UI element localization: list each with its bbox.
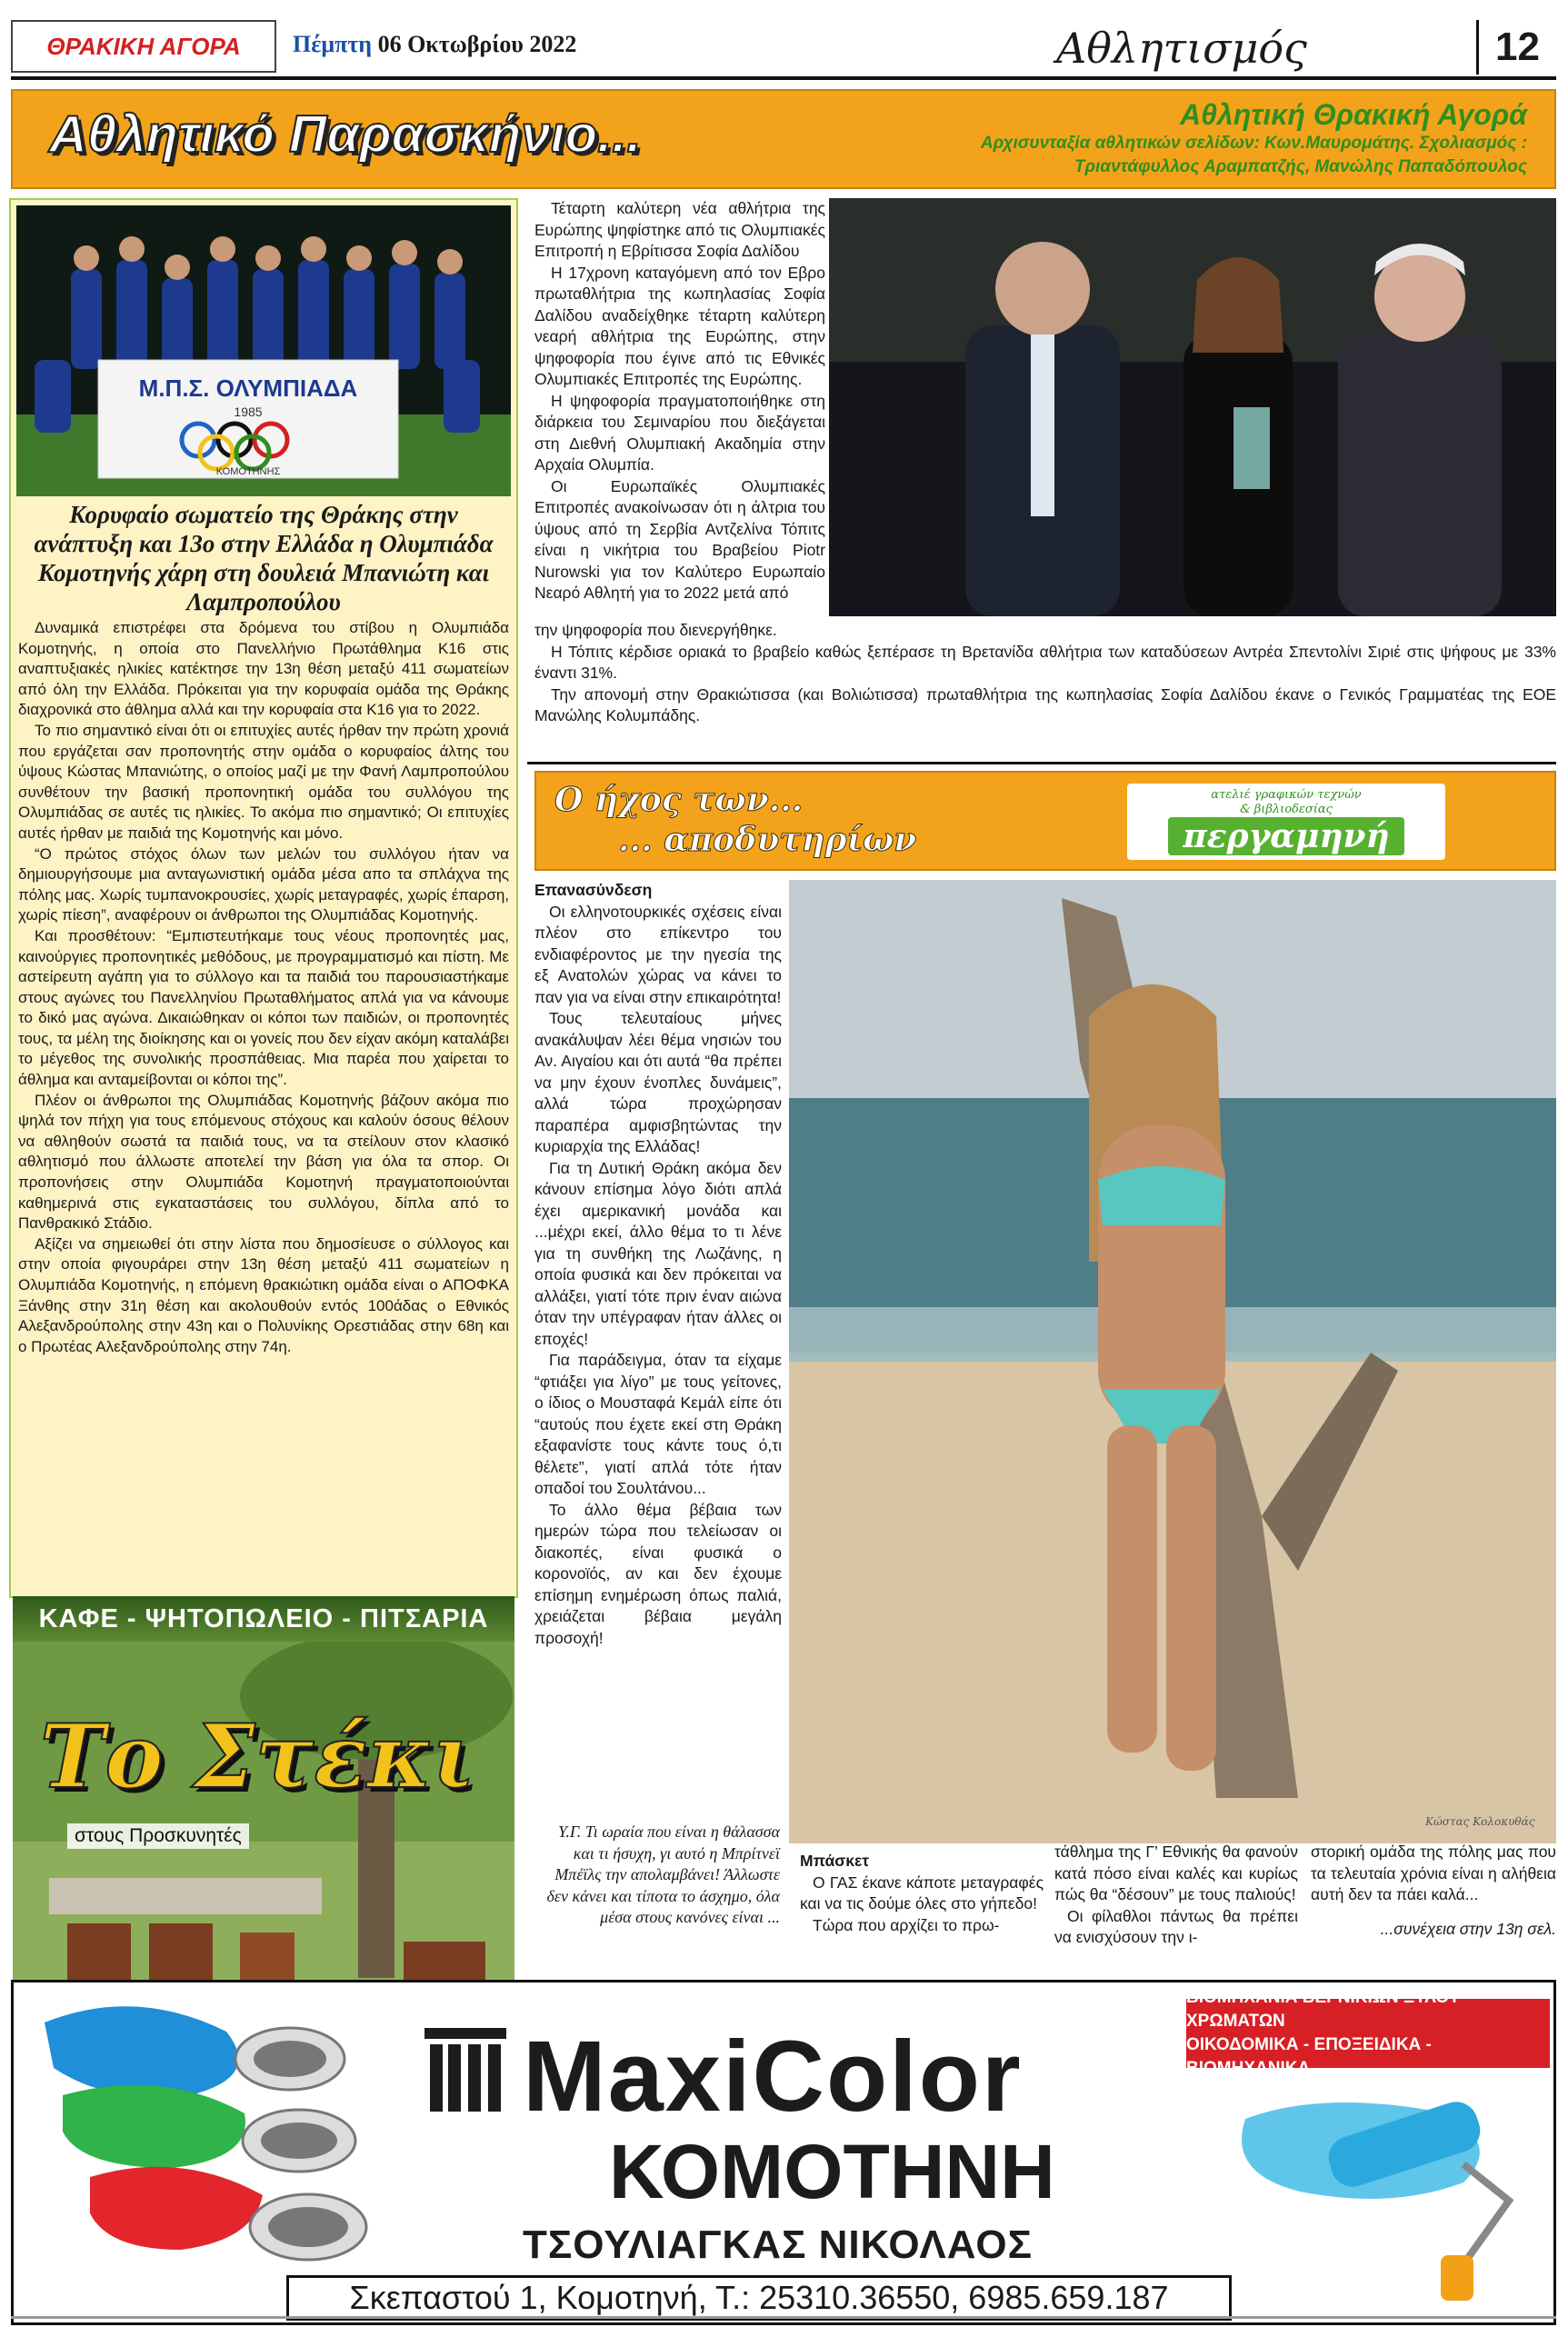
- banner-subtitle: Αθλητική Θρακική Αγορά: [1179, 98, 1527, 131]
- newspaper-logo[interactable]: [11, 20, 276, 73]
- team-photo-illustration: [16, 205, 511, 496]
- section-divider: [527, 762, 1556, 764]
- sponsor-tagline: [1211, 788, 1361, 817]
- award-paragraph: Την απονομή στην Θρακιώτισσα (και Βολιώτισσα) πρωταθλήτρια της κωπηλασίας Σοφία Δαλίδου έκανε ο Γενικός Γραμματέας της ΕΟΕ Μανώλης Κολυμπάδης.: [534, 684, 1556, 724]
- basket-paragraph: Οι φίλαθλοι πάντως θα πρέπει να ενισχύσουν την ι-: [1054, 1906, 1298, 1946]
- maxicolor-categories: [1186, 1988, 1550, 2078]
- gossip-banner: [534, 771, 1556, 871]
- cafe-ad-name: Το Στέκι: [40, 1705, 475, 1808]
- team-banner-text: Μ.Π.Σ. ΟΛΥΜΠΙΑΔΑ: [138, 375, 358, 402]
- banner-credits: [981, 132, 1527, 179]
- lead-paragraph: Αξίζει να σημειωθεί ότι στην λίστα που δημοσίευσε ο σύλλογος και στην οποία φιγουράρει στην 13η θέση μεταξύ 411 σωματείων η Ολυμπιάδα Κομοτηνής, η επόμενη θρακιώτικη ομάδα είναι ο ΑΠΟΦΚΑ Ξάνθης στην 31η θέση και ακολουθούν εντός 100άδας ο Εθνικός Αλεξανδρούπολης στην 43η και ο Πολυνίκης Ορεστιάδας στην 68η και ο Πρωτέας Αλεξανδρούπολης στην 74η.: [18, 1234, 509, 1355]
- lead-headline: Κορυφαίο σωματείο της Θράκης στην ανάπτυξη και 13ο στην Ελλάδα η Ολυμπιάδα Κομοτηνής χάρη στη δουλειά Μπανιώτη και Λαμπροπούλου: [34, 501, 494, 615]
- issue-day: Πέμπτη: [293, 31, 373, 57]
- award-ceremony-photo[interactable]: [829, 198, 1556, 616]
- gossip-paragraph: Το άλλο θέμα βέβαια των ημερών τώρα που τελείωσαν οι διακοπές, είναι φυσικά ο κορονοϊός, αν και δεν έχουμε επίσημη ενημέρωση όπως παλιά, χρειάζεται βέβαια μεγάλη προσοχή!: [534, 1500, 782, 1647]
- basket-column-2: [1054, 1842, 1298, 1949]
- lead-paragraph: Το πιο σημαντικό είναι ότι οι επιτυχίες αυτές ήρθαν την πρώτη χρονιά που εργάζεται σαν προπονητής στην ομάδα ο κορυφαίος άλτης του ύψους Κώστας Μπανιώτης, ο οποίος μαζί με την Φανή Λαμπροπούλου συνθέτουν την βασική προπονητική ομάδα του συλλόγου της Ολυμπιάδας σε αυτές τις ηλικίες. Το ακόμα πιο σημαντικό; Οι επιτυχίες αυτές ήρθαν με παιδιά της Κομοτηνής και μόνο.: [18, 721, 509, 842]
- basket-paragraph: Ο ΓΑΣ έκανε κάποτε μεταγραφές και να τις δούμε όλες στο γήπεδο!: [800, 1873, 1044, 1913]
- lead-paragraph: Και προσθέτουν: “Εμπιστευτήκαμε τους νέους προπονητές μας, καινούργιες προπονητικές μεθόδους, με προγραμματισμό και πίστη. Με αστείρευτη αγάπη για το σύλλογο και τα παιδιά του παρουσιαστήκαμε στους αγώνες του Πανελληνίου Πρωταθλήματος απλά για να κάνουμε το δικό μας αγώνα. Δικαιώθηκαν οι κόποι των παιδιών, οι προπονητές τους, τα μέλη της διοίκησης και οι γονείς που δεν είχαν ακόμη καταλάβει το μέγεθος της συνολικής προσπάθειας. Μια παρέα που χαίρεται το άθλημα και ανταμείβονται οι κόποι της”.: [18, 926, 509, 1089]
- gossip-paragraph: Οι ελληνοτουρκικές σχέσεις είναι πλέον στο επίκεντρο του ενδιαφέροντος με την ηγεσία της εξ Ανατολών χώρας να κάνει το παν για να είναι στην επικαιρότητα!: [534, 902, 782, 1006]
- credits-line-1: Αρχισυνταξία αθλητικών σελίδων: Κων.Μαυρομάτης. Σχολιασμός :: [980, 134, 1527, 153]
- award-paragraph: Η 17χρονη καταγόμενη από τον Εβρο πρωταθλήτρια της κωπηλασίας Σοφία Δαλίδου αναδείχθηκε τέταρτη καλύτερη νεαρή αθλήτρια της Ευρώπης, στην ψηφοφορία που έγινε από τις Εθνικές Ολυμπιακές Επιτροπές της Ευρώπης.: [534, 263, 825, 388]
- maxicolor-categories-line-2: ΟΙΚΟΔΟΜΙΚΑ - ΕΠΟΞΕΙΔΙΚΑ - ΒΙΟΜΗΧΑΝΙΚΑ: [1186, 2035, 1432, 2078]
- award-article-wide: [534, 620, 1556, 727]
- award-continuation: την ψηφοφορία που διενεργήθηκε.: [534, 621, 777, 639]
- beach-photo-illustration: [789, 880, 1556, 1843]
- cafe-ad-tagline: στους Προσκυνητές: [67, 1823, 249, 1849]
- gossip-title-line-1: Ο ήχος των...: [554, 781, 804, 819]
- lead-article-body: [18, 618, 509, 1357]
- gossip-title: [554, 780, 916, 860]
- award-photo-illustration: [829, 198, 1556, 616]
- page-number: 12: [1476, 20, 1556, 75]
- section-title: Αθλητισμός: [1056, 24, 1307, 73]
- header-divider: [11, 76, 1556, 80]
- maxicolor-columns-logo-icon: [424, 2028, 506, 2119]
- photo-credit: Κώστας Κολοκυθάς: [1425, 1815, 1535, 1828]
- award-paragraph: Οι Ευρωπαϊκές Ολυμπιακές Επιτροπές ανακοίνωσαν ότι η άλτρια του ύψους από τη Σερβία Αντζελίνα Τόπιτς είναι η νικήτρια του Βραβείου Piotr Nurowski για τον Καλύτερο Ευρωπαίο Νεαρό Αθλητή για το 2022 μετά από: [534, 476, 825, 602]
- maxicolor-city: ΚΟΜΟΤΗΝΗ: [609, 2129, 1055, 2214]
- award-paragraph: Τέταρτη καλύτερη νέα αθλήτρια της Ευρώπης ψηφίστηκε από τις Ολυμπιακές Επιτροπή η Εβρίτισσα Σοφία Δαλίδου: [534, 199, 825, 260]
- sponsor-logo[interactable]: [1127, 784, 1445, 860]
- gossip-paragraph: Τους τελευταίους μήνες ανακάλυψαν λέει θέμα νησιών του Αν. Αιγαίου και ότι αυτά “θα πρέπει να μην έχουν ένοπλες δυνάμεις”, αλλά τώρα προχώρησαν παραπέρα αμφισβητώντας την κυριαρχία της Ελλάδας!: [534, 1009, 782, 1155]
- lead-paragraph: “Ο πρώτος στόχος όλων των μελών του συλλόγου ήταν να δημιουργήσουμε μια ανταγωνιστική ομάδα μέσα απο τα σπλάχνα της πόλης μας. Χωρίς τυμπανοκρουσίες, χωρίς μεταγραφές, χωρίς έπαρση, χωρίς πίεση”, αναφέρουν οι άνθρωποι της Ολυμπιάδας Κομοτηνής.: [18, 844, 509, 924]
- cafe-ad-header: ΚΑΦΕ - ΨΗΤΟΠΩΛΕΙΟ - ΠΙΤΣΑΡΙΑ: [13, 1596, 514, 1642]
- footer-rule: [11, 2316, 1556, 2319]
- gossip-subheading: Επανασύνδεση: [534, 881, 653, 899]
- maxicolor-owner: ΤΣΟΥΛΙΑΓΚΑΣ ΝΙΚΟΛΑΟΣ: [523, 2222, 1033, 2267]
- banner-title: Αθλητικό Παρασκήνιο...: [49, 105, 642, 164]
- maxicolor-advertisement[interactable]: [11, 1980, 1556, 2325]
- paint-roller-icon: [1191, 2082, 1554, 2301]
- award-paragraph: Η ψηφοφορία πραγματοποιήθηκε στη διάρκεια του Σεμιναρίου που διεξάγεται στη Διεθνή Ολυμπιακή Ακαδημία στην Αρχαία Ολυμπία.: [534, 391, 825, 474]
- team-photo[interactable]: [16, 205, 511, 496]
- gossip-caption: Υ.Γ. Τι ωραία που είναι η θάλασσα και τι ήσυχη, γι αυτό η Μπρίτνεϊ Μπέϊλς την απολαμβάνει! Άλλωστε δεν κάνει και τίποτα το άσχημο, όλα μέσα στους κανόνες είναι ...: [546, 1823, 780, 1926]
- basket-title: Μπάσκετ: [800, 1852, 870, 1870]
- basket-paragraph: τάθλημα της Γ’ Εθνικής θα φανούν κατά πόσο είναι καλές και κυρίως πώς θα “δέσουν” με τους παλιούς!: [1054, 1843, 1298, 1903]
- team-banner-year: 1985: [234, 404, 263, 419]
- lead-paragraph: Δυναμικά επιστρέφει στα δρόμενα του στίβου η Ολυμπιάδα Κομοτηνής, η οποία στο Πανελλήνιο Πρωτάθλημα Κ16 στις αναπτυξιακές ηλικίες κατέκτησε την 13η θέση μεταξύ 411 σωματείων από όλη την Ελλάδα. Πρόκειται για την κορυφαία ομάδα της Θράκης διαχρονικά στο άθλημα αλλά και την κορυφαία στα Κ16 για το 2022.: [18, 619, 509, 719]
- basket-column-1: [800, 1851, 1044, 1936]
- masthead: [11, 20, 1556, 75]
- lead-paragraph: Πλέον οι άνθρωποι της Ολυμπιάδας Κομοτηνής βάζουν ακόμα πιο ψηλά τον πήχη για τους επόμενους στόχους και καλούν όσους θέλουν να αθληθούν σωστά τα παιδιά τους, να τα στείλουν στον κλασικό αθλητισμό που άλλωστε αποτελεί την βάση για όλα τα σπορ. Οι προπονήσεις στην Ολυμπιάδα Κομοτηνή πραγματοποιούνται καθημερινά στις εγκαταστάσεις του συλλόγου, δίπλα από το Πανθρακικό Στάδιο.: [18, 1091, 509, 1233]
- maxicolor-categories-line-1: ΒΙΟΜΗΧΑΝΙΑ ΒΕΡΝΙΚΙΩΝ ΞΥΛΟΥ - ΧΡΩΜΑΤΩΝ: [1186, 1988, 1471, 2031]
- gossip-paragraph: Για τη Δυτική Θράκη ακόμα δεν κάνουν επίσημα λόγο διότι απλά έχει αμερικανική μονάδα και ...μέχρι εκεί, άλλο θέμα το τι λένε για τη συνθήκη της Λωζάνης, η οποία φυσικά και δεν πρόκειται να αλλάξει, γιατί τότε πριν έναν αιώνα όταν την υπέγραφαν ήταν άλλες οι εποχές!: [534, 1158, 782, 1348]
- gossip-column: [534, 880, 782, 1649]
- award-paragraph: Η Τόπιτς κέρδισε οριακά το βραβείο καθώς ξεπέρασε τη Βρετανίδα αθλήτρια των καταδύσεων Αντρέα Σπεντολίνι Σιριέ στις ψήφους με 33% έναντι 31%.: [534, 642, 1556, 682]
- banner-credits-block: [981, 98, 1527, 179]
- maxicolor-brand: MaxiColor: [523, 2021, 1023, 2132]
- logo-text: ΘΡΑΚΙΚΗ ΑΓΟΡΑ: [46, 32, 241, 60]
- sponsor-name: περγαμηνή: [1168, 817, 1403, 855]
- issue-date-text: 06 Οκτωβρίου 2022: [377, 31, 577, 57]
- sponsor-tagline-line-2: & βιβλιοδεσίας: [1240, 803, 1333, 816]
- gossip-title-line-2: ... αποδυτηρίων: [618, 821, 917, 859]
- beach-photo[interactable]: [789, 880, 1556, 1843]
- section-banner: [11, 89, 1556, 189]
- team-banner-city: ΚΟΜΟΤΗΝΗΣ: [215, 466, 281, 477]
- basket-paragraph: στορική ομάδα της πόλης μας που τα τελευταία χρόνια είναι η αλήθεια αυτή δεν τα πάει καλά...: [1311, 1843, 1556, 1903]
- gossip-paragraph: Για παράδειγμα, όταν τα είχαμε “φτιάξει για λίγο” με τους γείτονες, ο ίδιος ο Μουσταφά Κεμάλ είπε ότι “αυτούς που έχετε εκεί στη Θράκη εξαφανίστε τους κάντε τους ό,τι θέλετε”, γιατί απλά τότε ήταν οπαδοί του Σουλτάνου...: [534, 1351, 782, 1497]
- award-article-column: [534, 198, 825, 604]
- basket-column-3: [1311, 1842, 1556, 1940]
- maxicolor-address: Σκεπαστού 1, Κομοτηνή, Τ.: 25310.36550, 6985.659.187: [286, 2275, 1232, 2321]
- credits-line-2: Τριαντάφυλλος Αραμπατζής, Μανώλης Παπαδόπουλος: [1074, 157, 1527, 176]
- sponsor-tagline-line-1: ατελιέ γραφικών τεχνών: [1211, 788, 1362, 802]
- basket-paragraph: Τώρα που αρχίζει το πρω-: [813, 1915, 1000, 1934]
- continued-note: ...συνέχεια στην 13η σελ.: [1380, 1919, 1556, 1938]
- paint-buckets-icon: [26, 1995, 399, 2304]
- issue-date: [293, 31, 576, 58]
